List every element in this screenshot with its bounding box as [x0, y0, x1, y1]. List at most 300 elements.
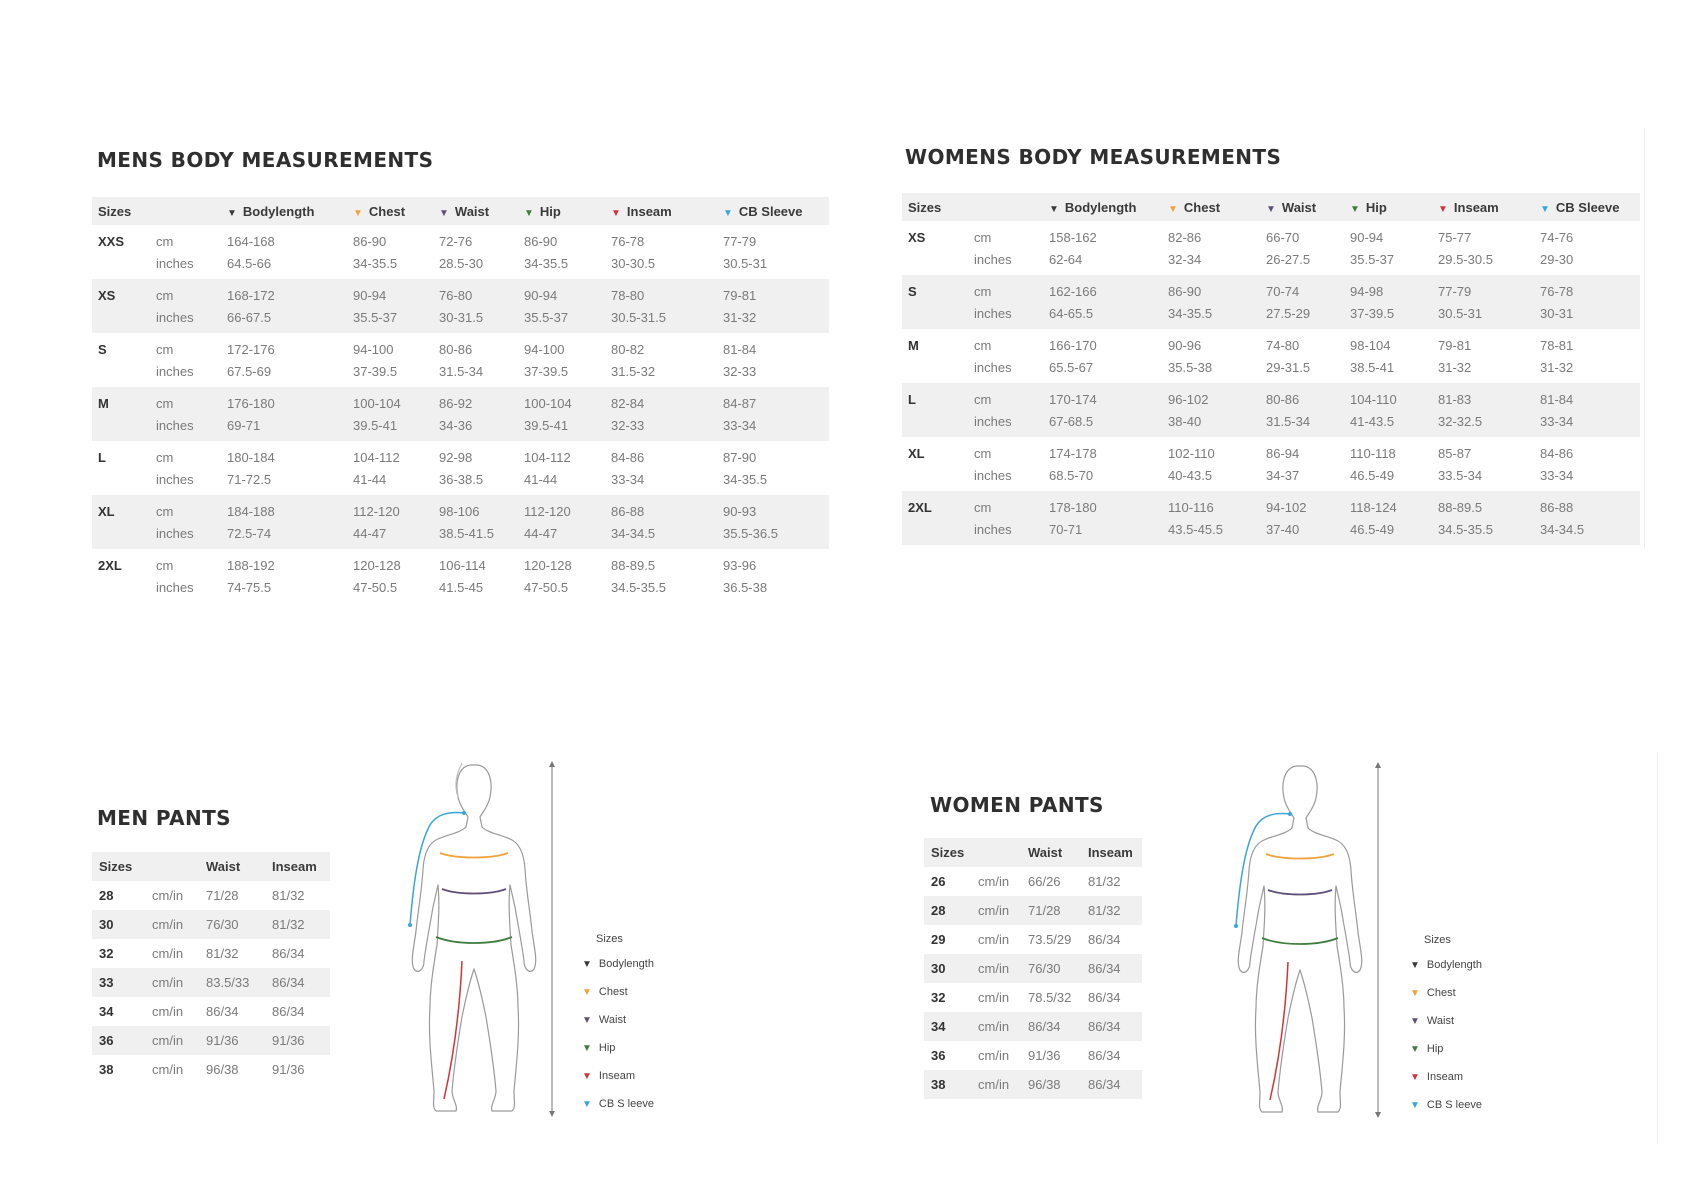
value-cell: 62-64: [1049, 251, 1083, 267]
value-cell: 78.5/32: [1028, 990, 1072, 1005]
header-chest: ▼ Chest: [347, 197, 433, 225]
unit-cell: inches: [974, 251, 1012, 267]
value-cell: 41-43.5: [1344, 410, 1432, 437]
value-cell: 93-96: [723, 557, 757, 573]
header-inseam: ▼ Inseam: [1432, 193, 1534, 221]
unit-cell: cm/in: [978, 874, 1010, 889]
legend-item: [582, 1068, 654, 1096]
value-cell: 66/26: [1028, 874, 1061, 889]
unit-cell: cm/in: [152, 946, 184, 961]
table-row: [902, 275, 1640, 302]
value-cell: 46.5-49: [1350, 467, 1395, 483]
legend-marker-icon: ▼: [582, 959, 592, 970]
value-cell: 31.5-34: [439, 363, 484, 379]
header-cb-sleeve: ▼ CB Sleeve: [717, 197, 829, 225]
size-group: [902, 437, 1640, 491]
value-cell: 69-71: [221, 414, 347, 441]
legend-label: Chest: [1426, 987, 1456, 999]
size-group: [902, 491, 1640, 545]
table-row: [92, 360, 829, 387]
value-cell: 39.5-41: [347, 414, 433, 441]
unit-cell: inches: [968, 302, 1043, 329]
value-cell: 86-90: [1162, 275, 1260, 302]
table-row: [92, 225, 829, 252]
value-cell: 88-89.5: [611, 557, 656, 573]
value-cell: 94-100: [524, 341, 565, 357]
value-cell: 90-94: [518, 279, 605, 306]
legend-marker-icon: ▼: [1410, 1016, 1420, 1027]
men-figure-legend: [582, 933, 654, 1124]
unit-cell: cm: [150, 495, 221, 522]
value-cell: 96-102: [1162, 383, 1260, 410]
size-label: 28: [99, 888, 114, 903]
legend-marker-icon: ▼: [582, 1099, 592, 1110]
table-row: [92, 414, 829, 441]
value-cell: 86-90: [524, 233, 558, 249]
value-cell: 76/30: [1021, 954, 1081, 983]
value-cell: 32-33: [605, 414, 717, 441]
unit-cell: inches: [150, 522, 221, 549]
women-pants-title: WOMEN PANTS: [930, 793, 1104, 817]
table-row: [92, 1026, 330, 1055]
size-group: [902, 329, 1640, 383]
size-label: [902, 518, 968, 545]
women-body-figure: [1226, 756, 1406, 1126]
header-sizes: Sizes: [92, 852, 145, 881]
legend-marker-icon: ▼: [1410, 1100, 1420, 1111]
value-cell: 184-188: [221, 495, 347, 522]
legend-label: CB S leeve: [1426, 1099, 1482, 1111]
value-cell: 70-71: [1043, 518, 1162, 545]
size-label: XL: [908, 445, 925, 461]
legend-item: [582, 1096, 654, 1124]
table-row: [924, 1070, 1142, 1099]
value-cell: 100-104: [518, 387, 605, 414]
table-row: [924, 925, 1142, 954]
value-cell: 94-98: [1344, 275, 1432, 302]
value-cell: 104-110: [1344, 383, 1432, 410]
value-cell: 86-94: [1266, 445, 1300, 461]
value-cell: 34.5-35.5: [611, 579, 666, 595]
value-cell: 166-170: [1049, 337, 1097, 353]
value-cell: 188-192: [227, 557, 275, 573]
value-cell: 74-80: [1266, 337, 1300, 353]
value-cell: 66-70: [1266, 229, 1300, 245]
value-cell: 94-100: [353, 341, 394, 357]
size-label: 2XL: [902, 491, 968, 518]
legend-marker-icon: ▼: [1410, 988, 1420, 999]
table-row: [924, 867, 1142, 896]
header-sizes: Sizes: [902, 193, 1043, 221]
unit-cell: cm: [156, 233, 174, 249]
header-unit: [971, 838, 1021, 867]
value-cell: 26-27.5: [1266, 251, 1311, 267]
unit-cell: cm/in: [971, 896, 1021, 925]
inseam-marker-icon: ▼: [611, 207, 621, 219]
value-cell: 80-86: [439, 341, 473, 357]
value-cell: 37-40: [1260, 518, 1344, 545]
value-cell: 30-30.5: [611, 255, 656, 271]
legend-item: [1410, 1069, 1482, 1097]
header-sizes: Sizes: [92, 197, 221, 225]
table-row: [92, 968, 330, 997]
value-cell: 120-128: [524, 557, 572, 573]
right-edge-line-lower: [1657, 752, 1658, 1144]
value-cell: 73.5/29: [1028, 932, 1072, 947]
value-cell: 84-86: [611, 449, 645, 465]
legend-item: [1410, 985, 1482, 1013]
value-cell: 34-35.5: [524, 255, 569, 271]
table-row: [924, 954, 1142, 983]
value-cell: 72-76: [439, 233, 473, 249]
value-cell: 82-84: [605, 387, 717, 414]
value-cell: 31-32: [1540, 359, 1574, 375]
value-cell: 102-110: [1168, 445, 1215, 461]
legend-label: Bodylength: [598, 958, 654, 970]
value-cell: 76-78: [611, 233, 645, 249]
value-cell: 104-112: [524, 449, 571, 465]
value-cell: 94-102: [1260, 491, 1344, 518]
value-cell: 46.5-49: [1344, 518, 1432, 545]
womens-body-title: WOMENS BODY MEASUREMENTS: [905, 145, 1282, 169]
womens-body-table: [902, 193, 1640, 545]
table-row: [92, 997, 330, 1026]
value-cell: 34-34.5: [1534, 518, 1640, 545]
size-label: 38: [924, 1070, 971, 1099]
unit-cell: cm/in: [145, 910, 199, 939]
table-header-row: [92, 197, 829, 225]
value-cell: 172-176: [227, 341, 275, 357]
legend-item: [582, 956, 654, 984]
size-group: [902, 221, 1640, 275]
header-hip: ▼ Hip: [518, 197, 605, 225]
value-cell: 83.5/33: [199, 968, 265, 997]
value-cell: 170-174: [1043, 383, 1162, 410]
value-cell: 110-116: [1162, 491, 1260, 518]
chest-marker-icon: ▼: [353, 207, 363, 219]
unit-cell: cm: [150, 387, 221, 414]
value-cell: 30-31: [1534, 302, 1640, 329]
value-cell: 86/34: [1081, 954, 1142, 983]
value-cell: 86/34: [265, 968, 330, 997]
size-group: [902, 275, 1640, 329]
size-group: [92, 441, 829, 495]
size-label: 34: [924, 1012, 971, 1041]
table-row: [92, 495, 829, 522]
size-label: XS: [92, 279, 150, 306]
value-cell: 79-81: [1438, 337, 1472, 353]
size-group: [902, 383, 1640, 437]
mens-body-table-wrap: [92, 197, 829, 603]
table-row: [902, 329, 1640, 356]
legend-title: Sizes: [596, 933, 623, 945]
value-cell: 41.5-45: [439, 579, 484, 595]
header-waist: Waist: [1021, 838, 1081, 867]
value-cell: 81-84: [723, 341, 757, 357]
value-cell: 47-50.5: [353, 579, 398, 595]
value-cell: 32-33: [723, 363, 757, 379]
men-body-figure: [400, 755, 580, 1125]
size-label: 32: [931, 990, 946, 1005]
table-row: [92, 279, 829, 306]
legend-item: [1410, 957, 1482, 985]
bodylength-marker-icon: ▼: [1049, 203, 1059, 215]
size-group: [92, 279, 829, 333]
unit-cell: cm/in: [152, 888, 184, 903]
value-cell: 86/34: [272, 1004, 305, 1019]
value-cell: 112-120: [347, 495, 433, 522]
value-cell: 29.5-30.5: [1438, 251, 1493, 267]
value-cell: 75-77: [1438, 229, 1472, 245]
value-cell: 35.5-36.5: [717, 522, 829, 549]
legend-label: Waist: [1426, 1015, 1454, 1027]
value-cell: 38-40: [1162, 410, 1260, 437]
table-row: [902, 248, 1640, 275]
value-cell: 110-118: [1350, 445, 1396, 461]
value-cell: 43.5-45.5: [1162, 518, 1260, 545]
hip-marker-icon: ▼: [1350, 203, 1360, 215]
value-cell: 34-35.5: [353, 255, 398, 271]
value-cell: 76-80: [433, 279, 518, 306]
size-label: S: [902, 275, 968, 302]
chest-marker-icon: ▼: [1168, 203, 1178, 215]
legend-item: [1410, 1041, 1482, 1069]
size-label: [92, 414, 150, 441]
size-group: [92, 387, 829, 441]
size-label: L: [98, 449, 106, 465]
unit-cell: inches: [156, 579, 194, 595]
unit-cell: cm: [974, 337, 992, 353]
unit-cell: cm/in: [978, 1048, 1010, 1063]
value-cell: 34-35.5: [723, 471, 768, 487]
value-cell: 96/38: [1021, 1070, 1081, 1099]
unit-cell: inches: [150, 414, 221, 441]
legend-label: Hip: [598, 1042, 616, 1054]
value-cell: 86/34: [272, 946, 305, 961]
value-cell: 158-162: [1049, 229, 1097, 245]
unit-cell: cm: [156, 449, 174, 465]
size-label: 34: [99, 1004, 114, 1019]
legend-item: [582, 1012, 654, 1040]
unit-cell: cm/in: [971, 954, 1021, 983]
legend-item: [1410, 1097, 1482, 1125]
unit-cell: cm/in: [145, 968, 199, 997]
value-cell: 86/34: [1081, 1070, 1142, 1099]
value-cell: 71-72.5: [227, 471, 272, 487]
size-label: 32: [99, 946, 114, 961]
size-label: [92, 576, 150, 603]
table-row: [92, 549, 829, 576]
women-pants-table: [924, 838, 1142, 1099]
men-pants-table-wrap: [92, 852, 330, 1084]
size-label: M: [92, 387, 150, 414]
unit-cell: inches: [968, 518, 1043, 545]
unit-cell: cm: [968, 383, 1043, 410]
value-cell: 33-34: [1540, 467, 1574, 483]
legend-marker-icon: ▼: [582, 1015, 592, 1026]
value-cell: 81-84: [1534, 383, 1640, 410]
value-cell: 64.5-66: [227, 255, 272, 271]
value-cell: 64-65.5: [1043, 302, 1162, 329]
header-unit: [145, 852, 199, 881]
value-cell: 112-120: [518, 495, 605, 522]
legend-marker-icon: ▼: [1410, 1072, 1420, 1083]
value-cell: 74-75.5: [227, 579, 272, 595]
value-cell: 120-128: [353, 557, 401, 573]
value-cell: 90-94: [1350, 229, 1384, 245]
value-cell: 29-30: [1540, 251, 1574, 267]
value-cell: 33-34: [611, 471, 645, 487]
value-cell: 106-114: [439, 557, 486, 573]
value-cell: 86/34: [1021, 1012, 1081, 1041]
table-header-row: [92, 852, 330, 881]
unit-cell: cm: [974, 445, 992, 461]
value-cell: 84-86: [1540, 445, 1574, 461]
value-cell: 86/34: [1088, 932, 1121, 947]
value-cell: 81/32: [1081, 896, 1142, 925]
value-cell: 71/28: [206, 888, 239, 903]
value-cell: 104-112: [353, 449, 400, 465]
value-cell: 31.5-34: [1260, 410, 1344, 437]
header-waist: ▼ Waist: [433, 197, 518, 225]
size-label: 36: [92, 1026, 145, 1055]
value-cell: 31-32: [1438, 359, 1472, 375]
cb-sleeve-marker-icon: ▼: [1540, 203, 1550, 215]
value-cell: 91/36: [1028, 1048, 1061, 1063]
table-row: [92, 441, 829, 468]
men-pants-title: MEN PANTS: [97, 806, 231, 830]
value-cell: 100-104: [347, 387, 433, 414]
unit-cell: inches: [150, 306, 221, 333]
value-cell: 168-172: [221, 279, 347, 306]
size-label: XL: [92, 495, 150, 522]
table-row: [92, 1055, 330, 1084]
unit-cell: cm: [150, 279, 221, 306]
value-cell: 81-83: [1432, 383, 1534, 410]
value-cell: 92-98: [439, 449, 473, 465]
value-cell: 86/34: [1088, 1048, 1121, 1063]
value-cell: 37-39.5: [524, 363, 569, 379]
header-bodylength: ▼ Bodylength: [1043, 193, 1162, 221]
size-label: [92, 252, 150, 279]
unit-cell: inches: [156, 363, 194, 379]
value-cell: 37-39.5: [1344, 302, 1432, 329]
legend-marker-icon: ▼: [1410, 1044, 1420, 1055]
table-header-row: [902, 193, 1640, 221]
header-cb-sleeve: ▼ CB Sleeve: [1534, 193, 1640, 221]
size-label: [92, 522, 150, 549]
value-cell: 84-87: [717, 387, 829, 414]
value-cell: 67-68.5: [1043, 410, 1162, 437]
value-cell: 162-166: [1043, 275, 1162, 302]
value-cell: 47-50.5: [524, 579, 569, 595]
table-row: [92, 387, 829, 414]
unit-cell: cm: [156, 341, 174, 357]
value-cell: 180-184: [227, 449, 275, 465]
womens-body-table-wrap: [902, 193, 1640, 545]
value-cell: 80-86: [1260, 383, 1344, 410]
mens-body-table: [92, 197, 829, 603]
value-cell: 77-79: [1432, 275, 1534, 302]
size-label: [902, 356, 968, 383]
value-cell: 76/30: [199, 910, 265, 939]
value-cell: 79-81: [717, 279, 829, 306]
value-cell: 85-87: [1438, 445, 1472, 461]
legend-title: Sizes: [1424, 934, 1451, 946]
unit-cell: cm: [974, 229, 992, 245]
value-cell: 90-93: [717, 495, 829, 522]
value-cell: 90-94: [347, 279, 433, 306]
legend-marker-icon: ▼: [582, 987, 592, 998]
value-cell: 41-44: [524, 471, 558, 487]
inseam-marker-icon: ▼: [1438, 203, 1448, 215]
value-cell: 77-79: [723, 233, 757, 249]
unit-cell: cm: [156, 557, 174, 573]
value-cell: 86-88: [1534, 491, 1640, 518]
size-label: [902, 248, 968, 275]
value-cell: 27.5-29: [1260, 302, 1344, 329]
unit-cell: inches: [156, 471, 194, 487]
header-inseam: ▼ Inseam: [605, 197, 717, 225]
size-label: [902, 464, 968, 491]
value-cell: 164-168: [227, 233, 275, 249]
value-cell: 31.5-32: [611, 363, 656, 379]
table-row: [902, 410, 1640, 437]
value-cell: 91/36: [265, 1026, 330, 1055]
value-cell: 29-31.5: [1266, 359, 1311, 375]
value-cell: 81/32: [1088, 874, 1121, 889]
table-header-row: [924, 838, 1142, 867]
table-row: [924, 1041, 1142, 1070]
size-group: [92, 549, 829, 603]
size-label: L: [902, 383, 968, 410]
value-cell: 80-82: [611, 341, 645, 357]
size-label: [92, 306, 150, 333]
size-label: S: [98, 341, 107, 357]
table-row: [924, 983, 1142, 1012]
legend-marker-icon: ▼: [582, 1071, 592, 1082]
unit-cell: cm/in: [145, 1026, 199, 1055]
value-cell: 41-44: [353, 471, 387, 487]
size-label: 30: [92, 910, 145, 939]
table-row: [92, 333, 829, 360]
value-cell: 88-89.5: [1432, 491, 1534, 518]
value-cell: 98-106: [433, 495, 518, 522]
value-cell: 87-90: [723, 449, 757, 465]
size-label: M: [908, 337, 919, 353]
waist-marker-icon: ▼: [1266, 203, 1276, 215]
header-waist: Waist: [199, 852, 265, 881]
size-label: 38: [99, 1062, 114, 1077]
legend-label: Inseam: [598, 1070, 635, 1082]
size-label: 2XL: [98, 557, 122, 573]
size-label: 30: [924, 954, 971, 983]
table-row: [902, 437, 1640, 464]
value-cell: 32-34: [1168, 251, 1202, 267]
unit-cell: cm: [968, 275, 1043, 302]
value-cell: 82-86: [1168, 229, 1202, 245]
value-cell: 81/32: [272, 888, 305, 903]
unit-cell: cm/in: [971, 1070, 1021, 1099]
value-cell: 37-39.5: [353, 363, 398, 379]
value-cell: 71/28: [1021, 896, 1081, 925]
table-row: [902, 383, 1640, 410]
table-row: [92, 522, 829, 549]
right-edge-line: [1644, 128, 1645, 548]
value-cell: 174-178: [1049, 445, 1097, 461]
value-cell: 91/36: [199, 1026, 265, 1055]
unit-cell: cm/in: [978, 932, 1010, 947]
